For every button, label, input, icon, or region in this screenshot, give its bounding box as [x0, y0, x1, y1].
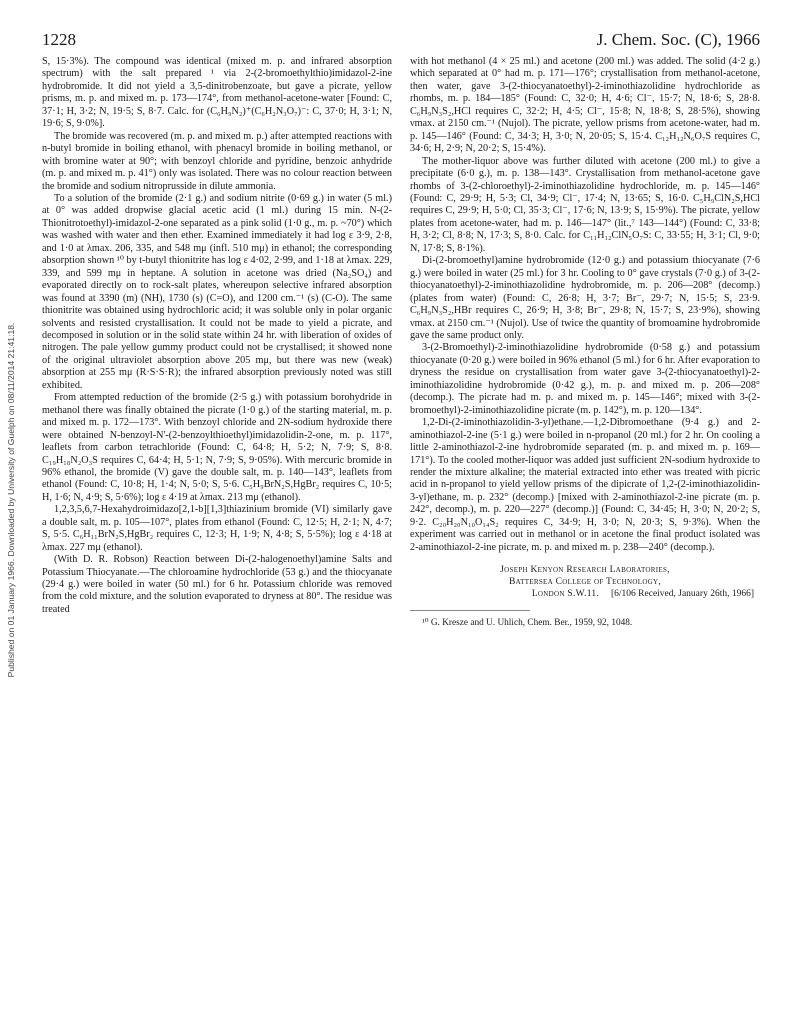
affiliation [410, 564, 760, 600]
paragraph: with hot methanol (4 × 25 ml.) and acetone (200 ml.) was added. The solid (4·2 g.) which separated at 0° had m. p. 171—176°; crystallisation from methanol-acetone, then water, gave 3-(2-thiocyanatoethyl)-2-iminothiazolidine hydrochloride as rhombs, m. p. 184—185° (Found: C, 32·0; H, 4·6; Cl⁻, 15·7; N, 18·6; S, 28·8. C₆H₉N₃S₂,HCl requires C, 32·2; H, 4·5; Cl⁻, 15·8; N, 18·8; S, 28·5%), showing νmax. at 2150 cm.⁻¹ (Nujol). The picrate, yellow prisms from acetone-water, had m. p. 145—146° (Found: C, 34·3; H, 3·0; N, 20·05; S, 15·4. C₁₂H₁₂N₆O₇S requires C, 34·6; H, 2·9; N, 20·2; S, 15·4%). [410, 56, 760, 155]
paragraph: S, 15·3%). The compound was identical (mixed m. p. and infrared absorption spectrum) with the salt prepared ¹ via 2-(2-bromoethylthio)imidazol-2-ine hydrobromide. It did not yield a 3,5-dinitrobenzoate, but gave a picrate, yellow prisms, m. p. and mixed m. p. 173—174°, from methanol-acetone-water [Found: C, 37·1; H, 3·2; N, 19·5; S, 8·7. Calc. for (C₆H₉N₂)⁺(C₆H₂N₃O₇)⁻: C, 37·0; H, 3·1; N, 19·6; S, 9·0%]. [42, 56, 392, 130]
affiliation-city: London S.W.11. [531, 589, 600, 600]
left-column [42, 56, 392, 616]
paragraph: 1,2,3,5,6,7-Hexahydroimidazo[2,1-b][1,3]thiazinium bromide (VI) similarly gave a double salt, m. p. 105—107°, plates from ethanol (Found: C, 12·5; H, 2·1; N, 4·7; S, 5·5. C₆H₁₁BrN₂S,HgBr₂ requires C, 12·3; H, 1·9; N, 4·8; S, 5·5%); log ε 4·18 at λmax. 227 mμ (ethanol). [42, 504, 392, 553]
paragraph: To a solution of the bromide (2·1 g.) and sodium nitrite (0·69 g.) in water (5 ml.) at 0° was added dropwise glacial acetic acid (1 ml.) during 15 min. N-(2-Thionitrotoethyl)-imidazol-2-one separated as a pink solid (1·0 g., m. p. ~70°) which was washed with water and then ether. Examined immediately it had log ε 3·9, 2·8, and 1·0 at λmax. 206, 335, and 548 mμ (infl. 510 mμ) in ethanol; the corresponding absorption shown ¹⁰ by t-butyl thionitrite has log ε 4·02, 2·99, and 1·18 at λmax. 229, 339, and 599 mμ in heptane. A solution in acetone was dried (Na₂SO₄) and evaporated directly on to rock-salt plates, whereupon selective infrared absorption was found at 3390 (m) (NH), 1730 (s) (C=O), and 1200 cm.⁻¹ (s) (C-O). The same thionitrite was obtained using hydrochloric acid; it was soluble only in polar organic solvents and resisted crystallisation. It could not be made to yield a picrate, and decomposed in solution or in the solid state within 24 hr. with liberation of oxides of nitrogen. The pale yellow gummy product could not be crystallised; it showed none of the original ultraviolet absorption above 205 mμ, but there was new (weak) absorption at 255 mμ (R·S·S·R); the infrared absorption previously noted was still exhibited. [42, 192, 392, 391]
paragraph: Di-(2-bromoethyl)amine hydrobromide (12·0 g.) and potassium thiocyanate (7·6 g.) were boiled in water (25 ml.) for 3 hr. Cooling to 0° gave crystals (7·0 g.) of 3-(2-thiocyanatoethyl)-2-iminothiazolidine hydrobromide, m. p. 206—208° (decomp.) (plates from water) (Found: C, 26·8; H, 3·7; Br⁻, 29·7; N, 15·5; S, 23·9. C₆H₉N₃S₂,HBr requires C, 26·9; H, 3·8; Br⁻, 29·8; N, 15·7; S, 23·9%), showing νmax. at 2150 cm.⁻¹ (Nujol). Use of twice the quantity of bromoamine hydrobromide gave the same product only. [410, 255, 760, 341]
journal-citation: J. Chem. Soc. (C), 1966 [596, 30, 760, 49]
paragraph: The bromide was recovered (m. p. and mixed m. p.) after attempted reactions with n-butyl bromide in boiling ethanol, with phenacyl bromide in boiling methanol, or with bromine water at 90°; with benzoyl chloride and pyridine, benzoic anhydride (m. p. and mixed m. p. 41°) only was isolated. There was no colour reaction between the bromide and sodium nitroprusside in dilute ammonia. [42, 130, 392, 192]
download-notice: Published on 01 January 1966. Downloaded by University of Guelph on 08/11/2014 21:41:18. [6, 322, 16, 678]
paragraph: From attempted reduction of the bromide (2·5 g.) with potassium borohydride in methanol there was finally obtained the picrate (1·0 g.) of the starting material, m. p. and mixed m. p. 172—173°. With benzoyl chloride and 2N-sodium hydroxide there were obtained N-benzoyl-N'-(2-benzoylthioethyl)imidazolidin-2-one, m. p. 117°, leaflets from carbon tetrachloride (Found: C, 64·8; H, 5·2; N, 7·9; S, 8·8. C₁₉H₁₈N₂O₃S requires C, 64·4; H, 5·1; N, 7·9; S, 9·05%). With mercuric bromide in 96% ethanol, the bromide (V) gave the double salt, m. p. 140—143°, leaflets from ethanol (Found: C, 10·8; H, 1·4; N, 5·0; S, 5·6. C₅H₉BrN₂S,HgBr₂ requires C, 10·5; H, 1·6; N, 4·9; S, 5·6%); log ε 4·19 at λmax. 213 mμ (ethanol). [42, 392, 392, 503]
footnote: ¹⁰ G. Kresze and U. Uhlich, Chem. Ber., 1959, 92, 1048. [422, 618, 633, 629]
paragraph: The mother-liquor above was further diluted with acetone (200 ml.) to give a precipitate (6·0 g.), m. p. 138—143°. Crystallisation from methanol-acetone gave rhombs of 3-(2-chloroethyl)-2-iminothiazolidine hydrochloride, m. p. 145—146° (Found: C, 29·9; H, 5·3; Cl, 34·9; Cl⁻, 17·4; N, 13·65; S, 16·0. C₅H₉ClN₂S,HCl requires C, 29·9; H, 5·0; Cl, 35·3; Cl⁻, 17·6; N, 13·9; S, 15·9%). The picrate, yellow plates from acetone-water, had m. p. 146—147° (lit.,⁷ 143—144°) (Found: C, 33·8; H, 3·2; Cl, 8·8; N, 17·3; S, 8·0. Calc. for C₁₁H₁₂ClN₅O₇S: C, 33·55; H, 3·1; Cl, 9·0; N, 17·8; S, 8·1%). [410, 155, 760, 254]
page-number: 1228 [42, 30, 76, 49]
paragraph: 3-(2-Bromoethyl)-2-iminothiazolidine hydrobromide (0·58 g.) and potassium thiocyanate (0·20 g.) were boiled in 96% ethanol (5 ml.) for 6 hr. After evaporation to dryness the residue on crystallisation from water gave 3-(2-thiocyanatoethyl)-2-iminothiazolidine hydrobromide (0·42 g.), m. p. and mixed m. p. 206—208° (decomp.). The picrate had m. p. and mixed m. p. 145—146°; mixed with 3-(2-bromoethyl)-2-iminothiazolidine picrate (m. p. 142°), m. p. 120—134°. [410, 342, 760, 416]
download-sidebar [2, 150, 20, 850]
paragraph: 1,2-Di-(2-iminothiazolidin-3-yl)ethane.—1,2-Dibromoethane (9·4 g.) and 2-aminothiazol-2-ine (5·1 g.) were boiled in n-propanol (20 ml.) for 2 hr. On cooling a little 2-aminothiazol-2-ine hydrobromide separated (m. p. and mixed m. p. 169—171°). To the cooled mother-liquor was added just sufficient 2N-sodium hydroxide to render the mixture alkaline; the material extracted into ether was treated with picric acid in n-propanol to yield yellow prisms of the dipicrate of 1,2-(2-iminothiazolidin-3-yl)ethane, m. p. 232° (decomp.) [mixed with 2-aminothiazol-2-ine picrate (m. p. 242°, decomp.), m. p. 220—227° (decomp.)] (Found: C, 34·45; H, 3·0; N, 20·2; S, 9·2. C₂₀H₂₀N₁₀O₁₄S₂ requires C, 34·9; H, 3·0; N, 20·3; S, 9·3%). When the experiment was carried out in methanol or in acetone the final product isolated was 2-aminothiazol-2-ine picrate, m. p. and mixed m. p. 238—240° (decomp.). [410, 417, 760, 553]
affiliation-line: Battersea College of Technology, [508, 577, 662, 588]
footnote-rule [410, 610, 530, 611]
paragraph: (With D. R. Robson) Reaction between Di-(2-halogenoethyl)amine Salts and Potassium Thiocyanate.—The chloroamine hydrochloride (53 g.) and the thiocyanate (29·4 g.) were boiled in water (50 ml.) for 6 hr. Potassium chloride was removed from the cold mixture, and the solution evaporated to dryness at 80°. The residue was treated [42, 554, 392, 615]
affiliation-address-line [410, 588, 760, 600]
affiliation-line: Joseph Kenyon Research Laboratories, [500, 565, 670, 576]
page-header [42, 30, 760, 52]
received-date: [6/106 Received, January 26th, 1966] [611, 589, 754, 600]
right-column [410, 56, 760, 629]
